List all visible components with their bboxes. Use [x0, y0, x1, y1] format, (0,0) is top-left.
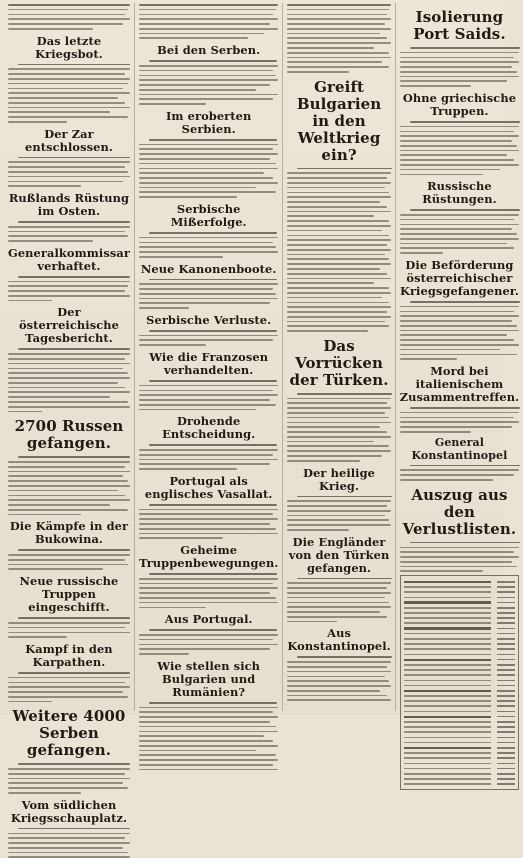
- headline: Vom südlichen Kriegsschauplatz.: [10, 797, 128, 825]
- article-body: [139, 60, 278, 105]
- article-body: [8, 4, 130, 30]
- newspaper-columns: [4, 3, 520, 825]
- article-body: [287, 656, 390, 701]
- article-body: [400, 47, 519, 87]
- article-body: [8, 617, 130, 638]
- article-body: [8, 157, 130, 187]
- headline: Ohne griechische Truppen.: [402, 90, 517, 118]
- headline: Russische Rüstungen.: [422, 179, 497, 207]
- article-body: [139, 380, 278, 410]
- article-body: [287, 4, 390, 73]
- headline: Kampf in den Karpathen.: [25, 641, 113, 669]
- headline: Die Engländer von den Türken gefangen.: [288, 534, 390, 575]
- headline: Greift Bulgarien in den Weltkrieg ein?: [296, 77, 382, 164]
- headline: Die Beförderung österreichischer Kriegsgefangener.: [399, 257, 519, 298]
- article-body: [8, 276, 130, 302]
- headline: Die Kämpfe in der Bukowina.: [9, 519, 129, 547]
- headline: Das Vorrücken der Türken.: [289, 336, 389, 389]
- article-body: [139, 702, 278, 771]
- article-body: [8, 828, 130, 858]
- article-body: [8, 456, 130, 515]
- column-2: [134, 3, 282, 711]
- headline: Der österreichische Tagesbericht.: [18, 305, 119, 346]
- headline: Auszug aus den Verlustlisten.: [402, 485, 517, 538]
- article-body: [139, 573, 278, 608]
- headline: Weitere 4000 Serben gefangen.: [12, 707, 126, 760]
- article-body: [400, 121, 519, 175]
- article-body: [139, 232, 278, 258]
- headline: Aus Portugal.: [164, 612, 253, 627]
- headline: Isolierung Port Saids.: [413, 8, 506, 43]
- column-3: [282, 3, 394, 711]
- headline: Drohende Entscheidung.: [162, 414, 256, 442]
- headline: Der Zar entschlossen.: [24, 126, 113, 154]
- headline: Aus Konstantinopel.: [287, 626, 391, 654]
- article-body: [139, 279, 278, 309]
- headline: Portugal als englisches Vasallat.: [144, 473, 273, 501]
- headline: Der heilige Krieg.: [303, 465, 376, 493]
- headline: Neue russische Truppen eingeschifft.: [19, 574, 119, 615]
- headline: General Konstantinopel: [411, 435, 508, 462]
- article-body: [400, 542, 519, 572]
- article-body: [8, 221, 130, 242]
- article-body: [8, 763, 130, 793]
- headline: Wie die Franzosen verhandelten.: [149, 349, 269, 377]
- article-body: [287, 168, 390, 332]
- article-body: [400, 301, 519, 360]
- article-body: [139, 444, 278, 470]
- article-body: [139, 504, 278, 539]
- headline: Das letzte Kriegsbot.: [35, 33, 103, 61]
- article-body: [8, 348, 130, 412]
- headline: Mord bei italienischem Zusammentreffen.: [399, 364, 520, 404]
- column-1: [4, 3, 134, 825]
- headline: Geheime Truppenbewegungen.: [138, 543, 279, 571]
- headline: Neue Kanonenboote.: [140, 261, 277, 276]
- column-4: [395, 3, 523, 711]
- headline: Generalkommissar verhaftet.: [8, 245, 130, 273]
- article-body: [139, 139, 278, 198]
- headline: 2700 Russen gefangen.: [14, 417, 124, 453]
- headline: Im eroberten Serbien.: [165, 108, 252, 136]
- article-body: [139, 330, 278, 346]
- article-body: [8, 549, 130, 570]
- article-body: [287, 578, 390, 623]
- article-body: [287, 393, 390, 462]
- article-body: [8, 672, 130, 702]
- headline: Bei den Serben.: [157, 43, 261, 58]
- casualty-list: [400, 575, 519, 790]
- article-body: [287, 496, 390, 531]
- article-body: [139, 629, 278, 655]
- article-body: [139, 4, 278, 39]
- headline: Serbische Mißerfolge.: [170, 201, 247, 229]
- headline: Serbische Verluste.: [146, 312, 272, 327]
- article-body: [400, 407, 519, 433]
- article-body: [400, 465, 519, 481]
- article-body: [8, 64, 130, 123]
- headline: Rußlands Rüstung im Osten.: [8, 191, 130, 219]
- headline: Wie stellen sich Bulgarien und Rumänien?: [157, 658, 261, 699]
- article-body: [400, 209, 519, 254]
